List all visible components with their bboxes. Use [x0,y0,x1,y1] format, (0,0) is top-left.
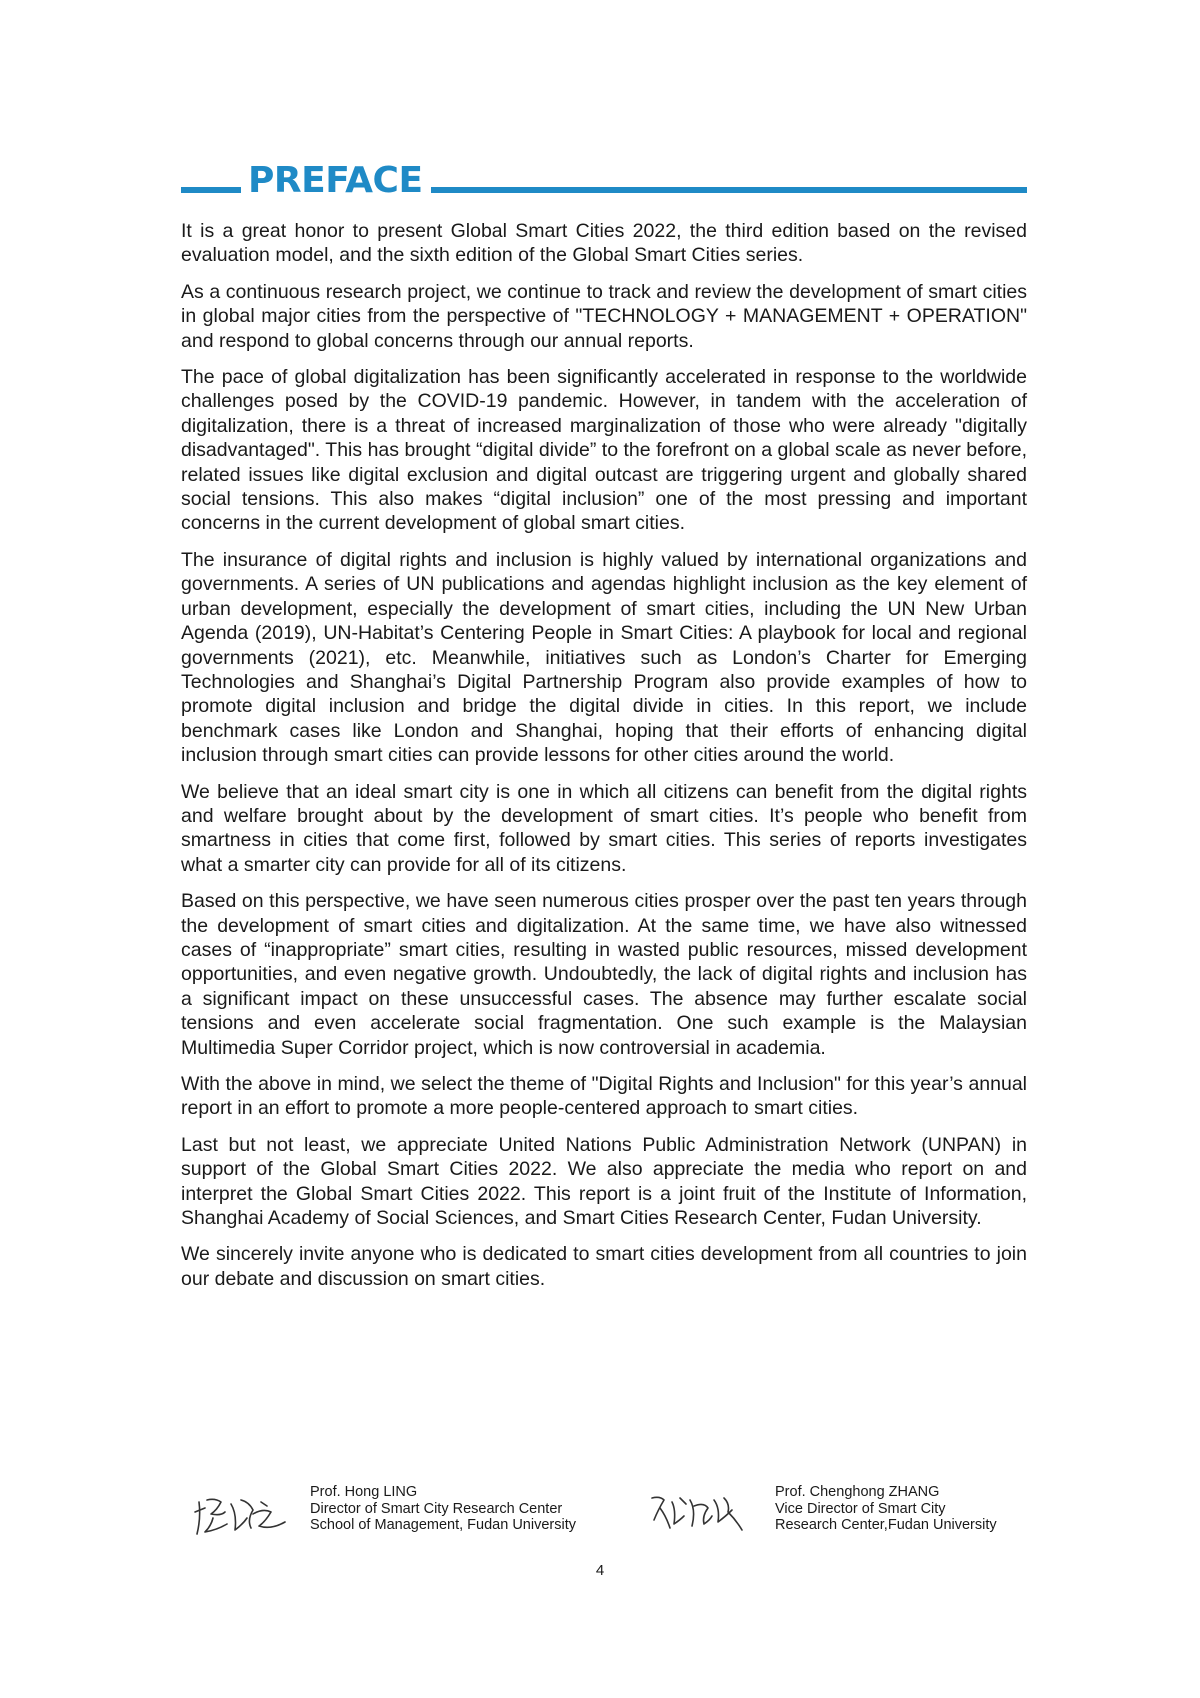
signature-section [181,1484,1027,1554]
signatory-name: Prof. Chenghong ZHANG [775,1484,940,1500]
paragraph: It is a great honor to present Global Smart Cities 2022, the third edition based on the revised evaluation model, and the sixth edition of the Global Smart Cities series. [181,220,1027,267]
preface-heading [181,158,1027,204]
paragraph: We believe that an ideal smart city is one in which all citizens can benefit from the digital rights and welfare brought about by the development of smart cities. It’s people who benefit from smartness in cities that come first, followed by smart cities. This series of reports investigates what a smarter city can provide for all of its citizens. [181,780,1027,876]
signature-hong-ling [191,1490,291,1540]
signatory-details [310,1484,576,1534]
signatory-affiliation: School of Management, Fudan University [310,1517,576,1533]
paragraph: As a continuous research project, we continue to track and review the development of smart cities in global major cities from the perspective of "TECHNOLOGY + MANAGEMENT + OPERATION" and respond to global concerns through our annual reports. [181,280,1027,352]
signatory-name: Prof. Hong LING [310,1484,418,1500]
signatory-details [775,1484,997,1534]
paragraph: We sincerely invite anyone who is dedicated to smart cities development from all countries to join our debate and discussion on smart cities. [181,1243,1027,1290]
signatory-title: Vice Director of Smart City [775,1500,946,1517]
page-title: PREFACE [248,160,423,201]
signature-chenghong-zhang [646,1490,746,1540]
paragraph: Last but not least, we appreciate United Nations Public Administration Network (UNPAN) in support of the Global Smart Cities 2022. We also appreciate the media who report on and interpret the Global Smart Cities 2022. This report is a joint fruit of the Institute of Information, Shanghai Academy of Social Sciences, and Smart Cities Research Center, Fudan University. [181,1133,1027,1230]
heading-rule-right [431,187,1027,193]
heading-rule-left [181,187,241,193]
paragraph: The pace of global digitalization has been significantly accelerated in response to the worldwide challenges posed by the COVID-19 pandemic. However, in tandem with the acceleration of digitalization, there is a threat of increased marginalization of those who were already "digitally disadvantaged". This has brought “digital divide” to the forefront on a global scale as never before, related issues like digital exclusion and digital outcast are triggering urgent and globally shared social tensions. This also makes “digital inclusion” one of the most pressing and important concerns in the current development of global smart cities. [181,366,1027,535]
paragraph: Based on this perspective, we have seen numerous cities prosper over the past ten years through the development of smart cities and digitalization. At the same time, we have also witnessed cases of “inappropriate” smart cities, resulting in wasted public resources, missed development opportunities, and even negative growth. Undoubtedly, the lack of digital rights and inclusion has a significant impact on these unsuccessful cases. The absence may further escalate social tensions and even accelerate social fragmentation. One such example is the Malaysian Multimedia Super Corridor project, which is now controversial in academia. [181,890,1027,1059]
paragraph: With the above in mind, we select the theme of "Digital Rights and Inclusion" for this year’s annual report in an effort to promote a more people-centered approach to smart cities. [181,1073,1027,1120]
signatory-affiliation: Research Center,Fudan University [775,1517,997,1533]
page-number: 4 [595,1562,605,1579]
paragraph: The insurance of digital rights and inclusion is highly valued by international organizations and governments. A series of UN publications and agendas highlight inclusion as the key element of urban development, especially the development of smart cities, including the UN New Urban Agenda (2019), UN-Habitat’s Centering People in Smart Cities: A playbook for local and regional governments (2021), etc. Meanwhile, initiatives such as London’s Charter for Emerging Technologies and Shanghai’s Digital Partnership Program also provide examples of how to promote digital inclusion and bridge the digital divide in cities. In this report, we include benchmark cases like London and Shanghai, hoping that their efforts of enhancing digital inclusion through smart cities can provide lessons for other cities around the world. [181,548,1027,767]
preface-body [181,219,1027,1303]
signatory-title: Director of Smart City Research Center [310,1500,563,1517]
